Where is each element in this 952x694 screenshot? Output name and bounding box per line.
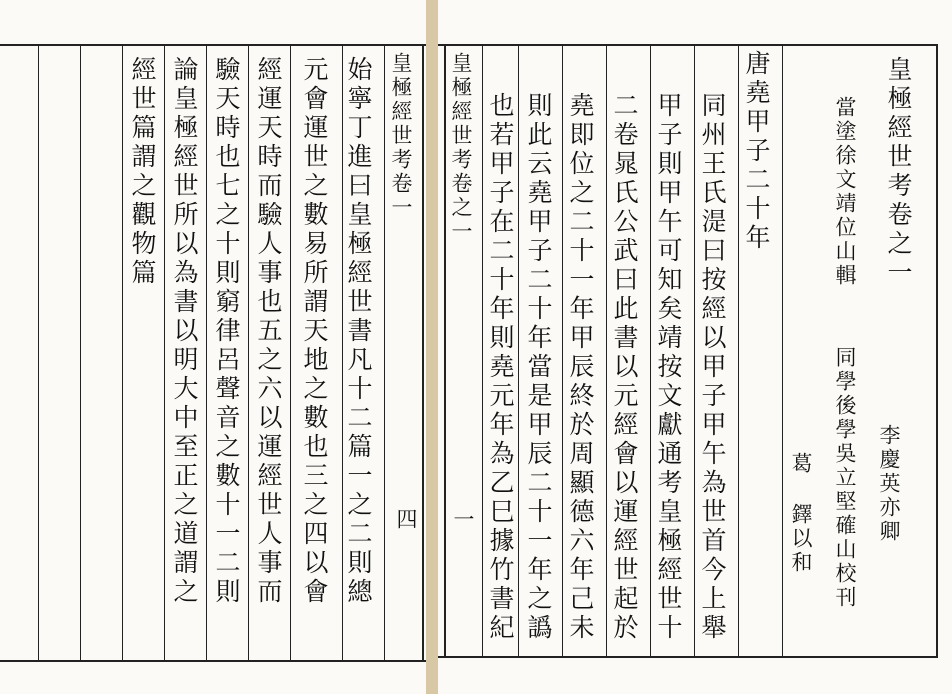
text-column: 論皇極經世所以為書以明大中至正之道謂之 <box>170 56 199 607</box>
text-column: 元會運世之數易所謂天地之數也三之四以會 <box>300 56 329 607</box>
column-rule <box>782 44 783 658</box>
column-rule <box>248 44 249 662</box>
left-page <box>0 0 426 694</box>
book-gutter <box>426 0 438 694</box>
text-column: 二卷晁氏公武曰此書以元經會以運經世起於 <box>610 92 639 643</box>
text-column: 經世篇謂之觀物篇 <box>128 56 157 288</box>
text-column: 則此云堯甲子二十年當是甲辰二十一年之譌 <box>524 92 553 643</box>
page-number: 四 <box>394 508 418 532</box>
top-border <box>438 44 938 46</box>
column-rule <box>738 44 739 658</box>
outer-border <box>936 44 938 658</box>
column-rule <box>342 44 343 662</box>
editor-line-2: 葛 鐸以和 <box>789 452 813 575</box>
volume-title: 皇極經世考卷之一 <box>884 56 913 288</box>
margin-title: 皇極經世考卷一 <box>389 52 413 220</box>
right-page <box>438 0 952 694</box>
margin-rule <box>482 44 483 658</box>
text-column: 堯即位之二十一年甲辰終於周顯德六年己未 <box>566 92 595 643</box>
bottom-border <box>0 660 426 662</box>
bottom-border <box>438 656 938 658</box>
text-column: 甲子則甲午可知矣靖按文獻通考皇極經世十 <box>654 92 683 643</box>
column-rule <box>164 44 165 662</box>
column-rule <box>562 44 563 658</box>
column-rule <box>694 44 695 658</box>
margin-title: 皇極經世考卷之一 <box>449 52 473 244</box>
top-border <box>0 44 426 46</box>
section-heading: 唐堯甲子二十年 <box>742 50 771 253</box>
inner-border <box>422 44 424 662</box>
column-rule <box>38 44 39 662</box>
text-column: 同州王氏湜曰按經以甲子甲午為世首今上舉 <box>698 92 727 643</box>
page-number: 一 <box>451 508 475 532</box>
collator-line: 李慶英亦卿 <box>877 424 901 544</box>
column-rule <box>80 44 81 662</box>
text-column: 驗天時也七之十則窮律呂聲音之數十一二則 <box>212 56 241 607</box>
column-rule <box>122 44 123 662</box>
text-column: 始寧丁進曰皇極經世書凡十二篇一之二則總 <box>344 56 373 607</box>
column-rule <box>650 44 651 658</box>
column-rule <box>206 44 207 662</box>
column-rule <box>290 44 291 662</box>
author-line: 當塗徐文靖位山輯 <box>833 96 857 288</box>
inner-border <box>444 44 446 658</box>
margin-rule <box>384 44 385 662</box>
column-rule <box>606 44 607 658</box>
editor-line: 同學後學吳立堅確山校刊 <box>833 346 857 610</box>
text-column: 經運天時而驗人事也五之六以運經世人事而 <box>254 56 283 607</box>
column-rule <box>518 44 519 658</box>
text-column: 也若甲子在二十年則堯元年為乙巳據竹書紀 <box>486 92 515 643</box>
